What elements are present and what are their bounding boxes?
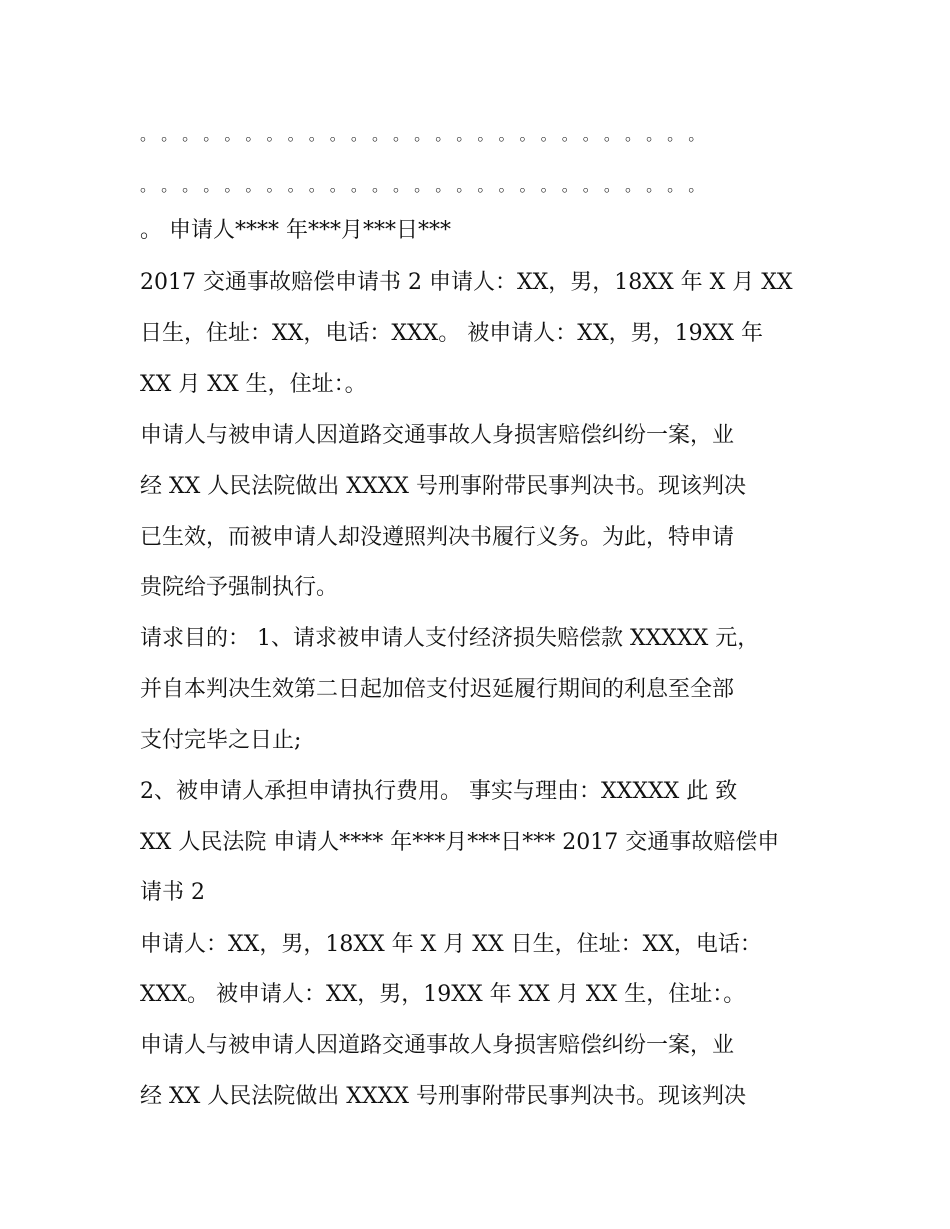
text-line-10: 贵院给予强制执行。 [140, 575, 339, 600]
text-line-11: 请求目的： 1、请求被申请人支付经济损失赔偿款 XXXXX 元， [140, 626, 760, 651]
text-line-20: 经 XX 人民法院做出 XXXX 号刑事附带民事判决书。现该判决 [140, 1084, 746, 1109]
text-line-3: 。 申请人**** 年***月***日*** [140, 218, 451, 243]
text-line-15: XX 人民法院 申请人**** 年***月***日*** 2017 交通事故赔偿申 [140, 830, 780, 855]
text-line-17: 申请人：XX，男，18XX 年 X 月 XX 日生，住址：XX，电话： [140, 932, 762, 957]
dots-line-2: 。 。 。 。 。 。 。 。 。 。 。 。 。 。 。 。 。 。 。 。 。 。 。 。 。 。 。 [140, 176, 705, 195]
text-line-4: 2017 交通事故赔偿申请书 2 申请人：XX，男，18XX 年 X 月 XX [140, 270, 793, 295]
text-line-9: 已生效，而被申请人却没遵照判决书履行义务。为此，特申请 [140, 525, 735, 550]
text-line-8: 经 XX 人民法院做出 XXXX 号刑事附带民事判决书。现该判决 [140, 474, 746, 499]
text-line-19: 申请人与被申请人因道路交通事故人身损害赔偿纠纷一案，业 [140, 1033, 735, 1058]
text-line-18: XXX。 被申请人：XX，男，19XX 年 XX 月 XX 生，住址：。 [140, 982, 746, 1007]
text-line-7: 申请人与被申请人因道路交通事故人身损害赔偿纠纷一案，业 [140, 423, 735, 448]
text-line-13: 支付完毕之日止; [140, 728, 302, 753]
text-line-12: 并自本判决生效第二日起加倍支付迟延履行期间的利息至全部 [140, 677, 735, 702]
text-line-16: 请书 2 [140, 880, 205, 905]
text-line-14: 2、被申请人承担申请执行费用。 事实与理由：XXXXX 此 致 [140, 779, 738, 804]
text-line-5: 日生，住址：XX，电话：XXX。 被申请人：XX，男，19XX 年 [140, 321, 763, 346]
dots-line-1: 。 。 。 。 。 。 。 。 。 。 。 。 。 。 。 。 。 。 。 。 。 。 。 。 。 。 。 [140, 125, 705, 144]
text-line-6: XX 月 XX 生，住址：。 [140, 372, 367, 397]
